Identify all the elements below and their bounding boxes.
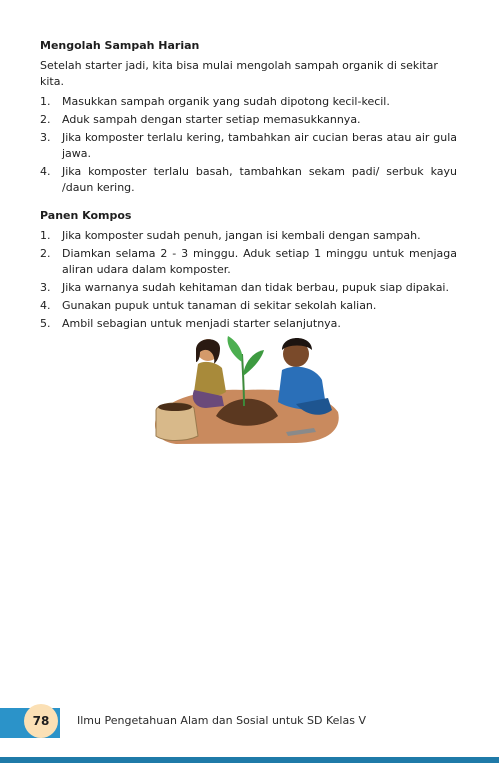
section-title: Mengolah Sampah Harian (40, 39, 200, 52)
item-number: 1. (40, 95, 51, 108)
item-text: Gunakan pupuk untuk tanaman di sekitar sekolah kalian. (62, 299, 377, 312)
page-content (40, 38, 457, 334)
section-daily-waste (40, 38, 457, 196)
section-intro: Setelah starter jadi, kita bisa mulai mengolah sampah organik di sekitar kita. (40, 59, 438, 88)
item-text: Diamkan selama 2 - 3 minggu. Aduk setiap 1 minggu untuk menjaga aliran udara dalam komposter. (62, 247, 457, 276)
list-item (40, 298, 457, 314)
plant-leaf (243, 350, 264, 376)
sack-compost (158, 403, 192, 411)
plant-leaf (228, 336, 243, 362)
book-title: Ilmu Pengetahuan Alam dan Sosial untuk SD Kelas V (77, 714, 366, 727)
item-number: 4. (40, 165, 51, 178)
list-item (40, 112, 457, 128)
list-item (40, 246, 457, 278)
steps-list (40, 228, 457, 332)
item-text: Masukkan sampah organik yang sudah dipotong kecil-kecil. (62, 95, 390, 108)
item-number: 5. (40, 317, 51, 330)
list-item (40, 164, 457, 196)
list-item (40, 130, 457, 162)
item-text: Ambil sebagian untuk menjadi starter selanjutnya. (62, 317, 341, 330)
planting-illustration (146, 332, 342, 446)
item-text: Aduk sampah dengan starter setiap memasukkannya. (62, 113, 361, 126)
section-harvest (40, 208, 457, 332)
item-text: Jika komposter terlalu basah, tambahkan sekam padi/ serbuk kayu /daun kering. (62, 165, 457, 194)
section-title: Panen Kompos (40, 209, 132, 222)
list-item (40, 316, 457, 332)
list-item (40, 228, 457, 244)
item-text: Jika komposter sudah penuh, jangan isi kembali dengan sampah. (62, 229, 421, 242)
bottom-stripe (0, 757, 499, 763)
steps-list (40, 94, 457, 196)
item-number: 4. (40, 299, 51, 312)
item-number: 3. (40, 131, 51, 144)
item-number: 1. (40, 229, 51, 242)
item-number: 2. (40, 247, 51, 260)
item-number: 2. (40, 113, 51, 126)
list-item (40, 94, 457, 110)
item-number: 3. (40, 281, 51, 294)
page-number: 78 (24, 704, 58, 738)
item-text: Jika komposter terlalu kering, tambahkan air cucian beras atau air gula jawa. (62, 131, 457, 160)
item-text: Jika warnanya sudah kehitaman dan tidak berbau, pupuk siap dipakai. (62, 281, 449, 294)
list-item (40, 280, 457, 296)
